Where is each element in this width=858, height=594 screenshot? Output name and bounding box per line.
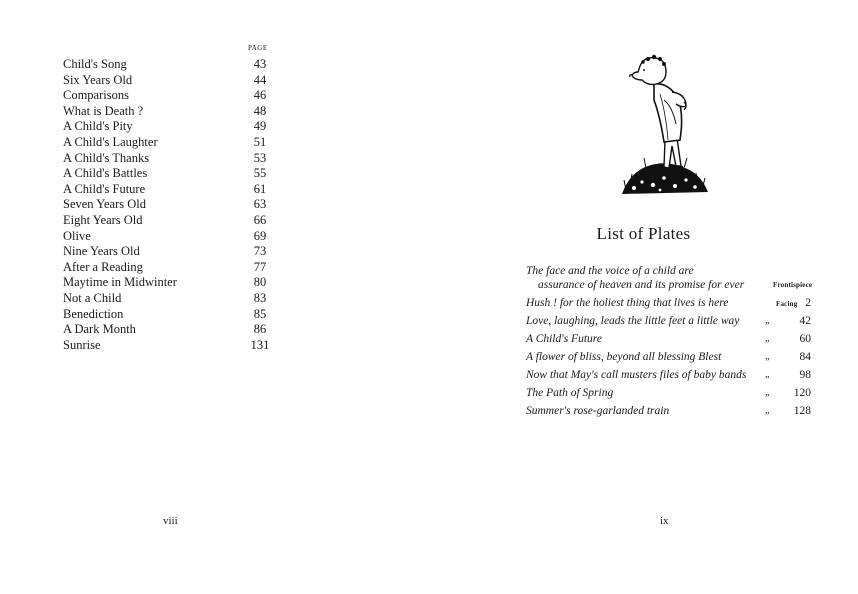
contents-page-number: 83 — [253, 290, 267, 305]
contents-entry — [63, 260, 273, 276]
contents-entry — [63, 213, 273, 229]
plate-marker: „ — [765, 369, 770, 380]
contents-page-number: 66 — [253, 212, 267, 227]
contents-list — [63, 57, 273, 353]
contents-page-number: 86 — [253, 322, 267, 337]
plate-page-number: 128 — [793, 405, 811, 417]
plate-page-number: 84 — [799, 351, 811, 363]
contents-page-number: 48 — [253, 103, 267, 118]
plate-page-number: 120 — [793, 387, 811, 399]
contents-entry — [63, 291, 273, 307]
contents-entry — [63, 57, 273, 73]
contents-entry — [63, 275, 273, 291]
plate-entry — [526, 402, 811, 420]
contents-page-number: 77 — [253, 259, 267, 274]
right-page — [429, 0, 858, 594]
contents-page-number: 61 — [253, 181, 267, 196]
contents-page-number: 55 — [253, 166, 267, 181]
contents-title: Child's Song — [63, 57, 127, 71]
child-illustration — [620, 54, 710, 199]
page-number-right: ix — [660, 515, 669, 527]
contents-page-number: 43 — [253, 57, 267, 71]
plate-caption: The face and the voice of a child are — [526, 265, 694, 277]
contents-page-number: 85 — [253, 306, 267, 321]
contents-title: Seven Years Old — [63, 197, 146, 212]
plate-page-number: 98 — [799, 369, 811, 381]
contents-entry — [63, 322, 273, 338]
contents-title: A Child's Laughter — [63, 134, 158, 149]
contents-page-number: 73 — [253, 244, 267, 259]
contents-page-number: 49 — [253, 119, 267, 134]
plate-page-number: 60 — [799, 333, 811, 345]
contents-title: A Child's Thanks — [63, 150, 150, 165]
contents-title: Not a Child — [63, 290, 122, 305]
plate-marker: „ — [765, 351, 770, 362]
plate-caption: Summer's rose-garlanded train — [526, 405, 670, 417]
plate-marker: „ — [765, 333, 770, 344]
contents-title: Maytime in Midwinter — [63, 275, 177, 290]
plate-entry — [526, 294, 811, 312]
plate-marker: „ — [765, 387, 770, 398]
plate-marker: Facing — [776, 300, 798, 308]
plate-marker: Frontispiece — [773, 281, 813, 289]
plate-entry — [526, 312, 811, 330]
list-of-plates-heading: List of Plates — [596, 224, 691, 243]
plate-caption: Love, laughing, leads the little feet a little way — [526, 315, 740, 327]
contents-entry — [63, 197, 273, 213]
contents-page-number: 51 — [253, 134, 267, 149]
contents-title: After a Reading — [63, 259, 143, 274]
page-number-left: viii — [163, 515, 178, 527]
contents-title: What is Death ? — [63, 103, 144, 118]
contents-title: A Child's Future — [63, 181, 146, 196]
plate-marker: „ — [765, 315, 770, 326]
contents-page-number: 63 — [253, 197, 267, 212]
contents-entry — [63, 119, 273, 135]
contents-page-number: 131 — [250, 337, 270, 352]
plate-caption: A flower of bliss, beyond all blessing Blest — [526, 351, 722, 363]
contents-entry — [63, 244, 273, 260]
plate-caption: A Child's Future — [526, 333, 602, 345]
plate-caption: Now that May's call musters files of baby bands — [526, 369, 747, 381]
contents-entry — [63, 338, 273, 354]
contents-title: Benediction — [63, 306, 124, 321]
plate-entry — [526, 366, 811, 384]
contents-title: Sunrise — [63, 337, 101, 352]
contents-page-number: 69 — [253, 228, 267, 243]
plate-entry — [526, 348, 811, 366]
plate-entry — [526, 384, 811, 402]
contents-title: A Child's Pity — [63, 119, 133, 134]
contents-page-number: 46 — [253, 88, 267, 103]
contents-title: A Child's Battles — [63, 166, 148, 181]
contents-page-number: 53 — [253, 150, 267, 165]
plates-list — [526, 262, 811, 420]
plate-caption-continued: assurance of heaven and its promise for ever — [538, 279, 745, 291]
plate-caption: The Path of Spring — [526, 387, 614, 399]
contents-entry — [63, 307, 273, 323]
plate-entry — [526, 262, 811, 294]
plate-caption: Hush ! for the holiest thing that lives is here — [526, 297, 729, 309]
contents-title: Olive — [63, 228, 91, 243]
contents-title: Six Years Old — [63, 72, 133, 87]
contents-entry — [63, 151, 273, 167]
plate-page-number: 2 — [805, 297, 811, 309]
contents-title: Comparisons — [63, 88, 129, 103]
page-column-header: PAGE — [248, 44, 268, 52]
contents-title: A Dark Month — [63, 322, 136, 337]
contents-entry — [63, 104, 273, 120]
contents-entry — [63, 182, 273, 198]
contents-entry — [63, 229, 273, 245]
plate-marker: „ — [765, 405, 770, 416]
contents-title: Nine Years Old — [63, 244, 140, 259]
contents-entry — [63, 73, 273, 89]
contents-entry — [63, 88, 273, 104]
contents-page-number: 44 — [253, 72, 267, 87]
contents-entry — [63, 135, 273, 151]
contents-title: Eight Years Old — [63, 212, 143, 227]
contents-page-number: 80 — [253, 275, 267, 290]
plate-page-number: 42 — [799, 315, 811, 327]
contents-entry — [63, 166, 273, 182]
plate-entry — [526, 330, 811, 348]
